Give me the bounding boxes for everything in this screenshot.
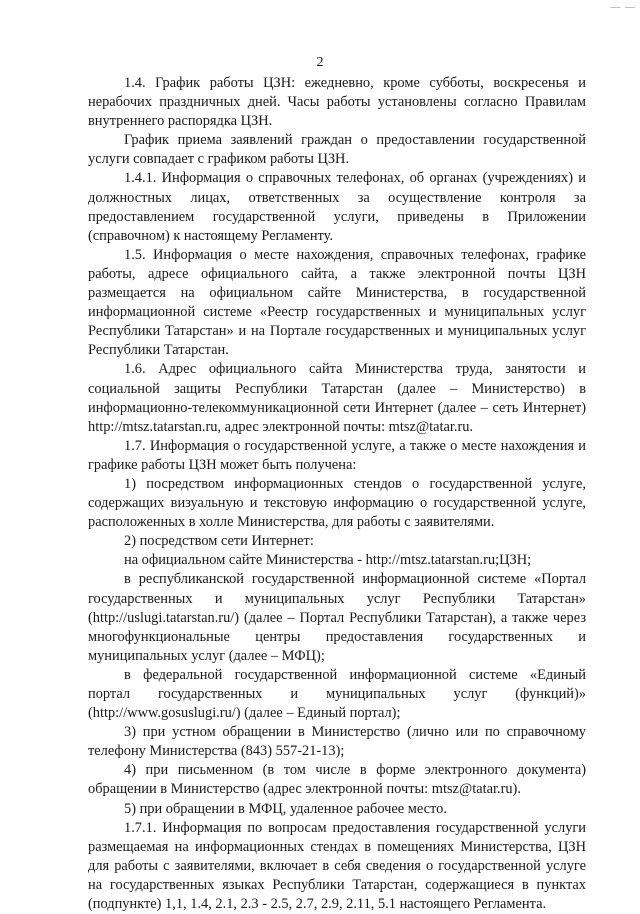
list-item-3: 3) при устном обращении в Министерство (лично или по справочному телефону Министерства (843) 557-21-13); — [88, 724, 586, 760]
list-item-1: 1) посредством информационных стендов о государственной услуге, содержащих визуальную и текстовую информацию о государственной услуге, расположенных в холле Министерства, для работы с заявителями. — [88, 475, 586, 531]
paragraph-1-7-1: 1.7.1. Информация по вопросам предоставления государственной услуги размещаемая на информационных стендах в помещениях Министерства, ЦЗН для работы с заявителями, включает в себя сведения о государственной услуге на государственных языках Республики Татарстан, содержащиеся в пунктах (подпункте) 1,1, 1.4, 2.1, 2.3 - 2.5, 2.7, 2.9, 2.11, 5.1 настоящего Регламента. — [88, 819, 586, 913]
paragraph-1-5: 1.5. Информация о месте нахождения, справочных телефонах, графике работы, адресе официального сайта, а также электронной почты ЦЗН размещается на официальном сайте Министерства, в государственной информационной системе «Реестр государственных и муниципальных услуг Республики Татарстан» и на Портале государственных и муниципальных услуг Республики Татарстан. — [88, 246, 586, 359]
paragraph-1-6: 1.6. Адрес официального сайта Министерства труда, занятости и социальной защиты Республики Татарстан (далее – Министерство) в информационно-телекоммуникационной сети Интернет (далее – сеть Интернет) http://mtsz.tatarstan.ru, адрес электронной почты: mtsz@tatar.ru. — [88, 361, 586, 435]
corner-mark: — — — [610, 2, 636, 13]
list-item-2: 2) посредством сети Интернет: — [124, 533, 314, 550]
list-item-2-federal-portal: в федеральной государственной информационной системе «Единый портал государственных и муниципальных услуг (функций)» (http://www.gosuslugi.ru/) (далее – Единый портал); — [88, 666, 586, 722]
list-item-2-official-site: на официальном сайте Министерства - http://mtsz.tatarstan.ru;ЦЗН; — [124, 552, 532, 569]
paragraph-1-4: 1.4. График работы ЦЗН: ежедневно, кроме субботы, воскресенья и нерабочих праздничных дней. Часы работы установлены согласно Правилам внутреннего распорядка ЦЗН. — [88, 75, 586, 130]
document-body — [88, 74, 586, 914]
list-item-2-republic-portal: в республиканской государственной информационной системе «Портал государственных и муниципальных услуг Республики Татарстан» (http://uslugi.tatarstan.ru/) (далее – Портал Республики Татарстан), а также через многофункциональные центры предоставления государственных и муниципальных услуг (далее – МФЦ); — [88, 571, 586, 664]
page-number: 2 — [316, 55, 324, 70]
list-item-4: 4) при письменном (в том числе в форме электронного документа) обращении в Министерство (адрес электронной почты: mtsz@tatar.ru). — [88, 762, 586, 798]
paragraph-schedule: График приема заявлений граждан о предоставлении государственной услуги совпадает с графиком работы ЦЗН. — [88, 132, 586, 168]
paragraph-1-4-1: 1.4.1. Информация о справочных телефонах, об органах (учреждениях) и должностных лицах, ответственных за осуществление контроля за предоставлением государственной услуги, приведены в Приложении (справочном) к настоящему Регламенту. — [88, 170, 586, 244]
paragraph-1-7: 1.7. Информация о государственной услуге, а также о месте нахождения и графике работы ЦЗН может быть получена: — [88, 437, 586, 473]
list-item-5: 5) при обращении в МФЦ, удаленное рабочее место. — [124, 800, 447, 817]
